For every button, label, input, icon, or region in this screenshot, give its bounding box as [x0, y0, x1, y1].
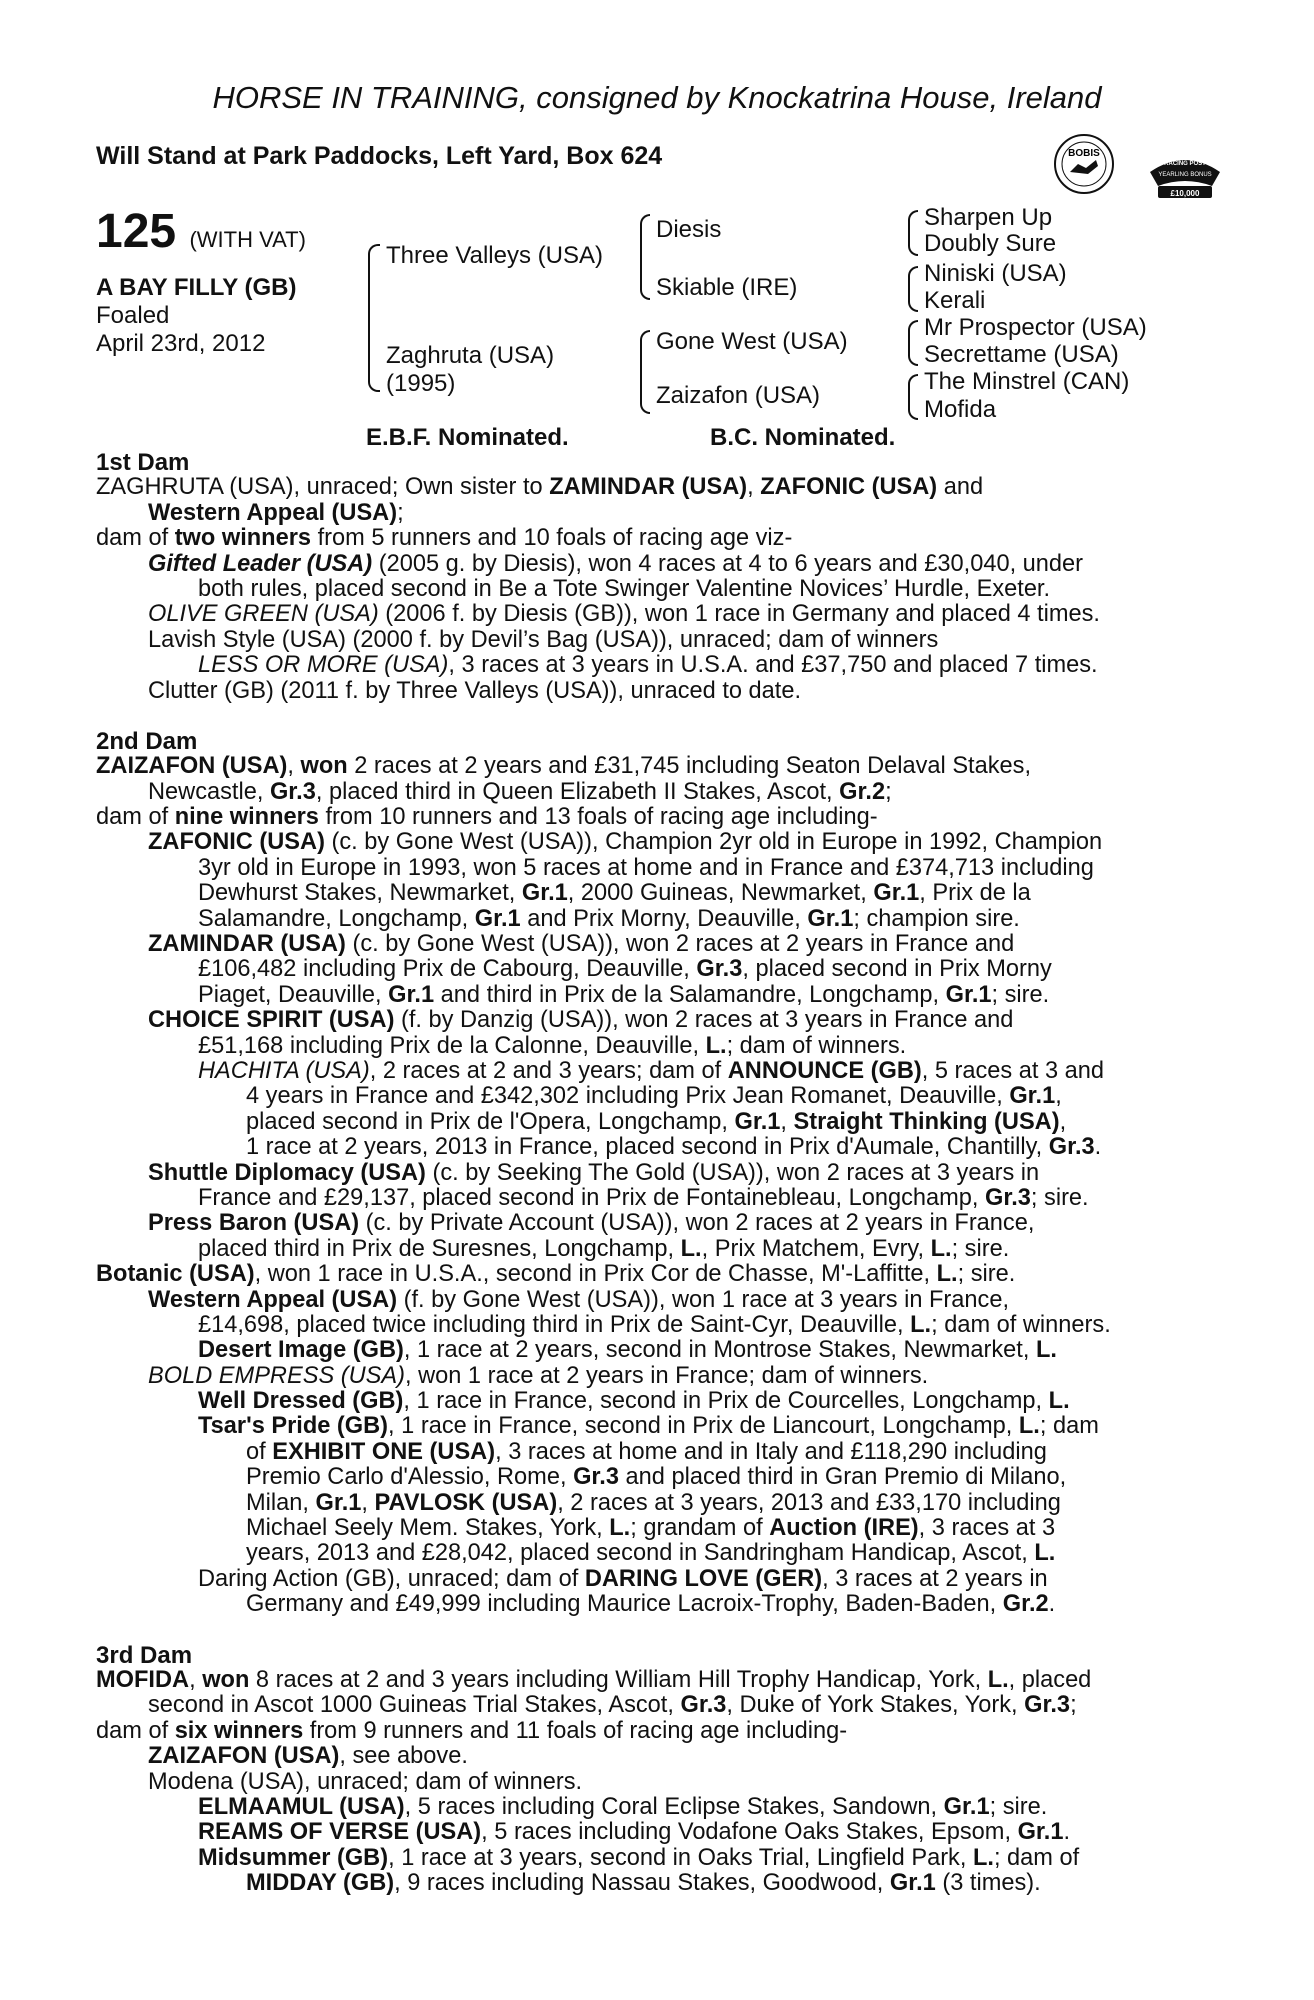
bobis-logo — [1052, 132, 1116, 196]
pedigree-bracket-ggs-3 — [908, 320, 918, 366]
stand-location: Will Stand at Park Paddocks, Left Yard, Box 624 — [96, 142, 663, 170]
dam1-line: Western Appeal (USA); — [148, 499, 404, 526]
dam2-line: placed second in Prix de l'Opera, Longchamp, Gr.1, Straight Thinking (USA), — [246, 1108, 1067, 1135]
foaled-label: Foaled — [96, 302, 170, 329]
pedigree-ggs-2: Doubly Sure — [924, 230, 1057, 257]
dam3-line: ZAIZAFON (USA), see above. — [148, 1743, 468, 1770]
dam2-line: ZAMINDAR (USA) (c. by Gone West (USA)), won 2 races at 2 years in France and — [148, 931, 1015, 958]
foaled-date: April 23rd, 2012 — [96, 330, 266, 357]
dam1-line: OLIVE GREEN (USA) (2006 f. by Diesis (GB)), won 1 race in Germany and placed 4 times. — [148, 601, 1100, 628]
pedigree-grandsire-1: Diesis — [656, 216, 722, 243]
dam1-line: Gifted Leader (USA) (2005 g. by Diesis), won 4 races at 4 to 6 years and £30,040, under — [148, 550, 1084, 577]
dam3-line: REAMS OF VERSE (USA), 5 races including Vodafone Oaks Stakes, Epsom, Gr.1. — [198, 1819, 1071, 1846]
pedigree-ggs-1: Sharpen Up — [924, 204, 1053, 231]
dam2-line: Salamandre, Longchamp, Gr.1 and Prix Morny, Deauville, Gr.1; champion sire. — [198, 905, 1020, 932]
dam2-line: Piaget, Deauville, Gr.1 and third in Prix de la Salamandre, Longchamp, Gr.1; sire. — [198, 981, 1050, 1008]
dam2-heading: 2nd Dam — [96, 727, 198, 755]
dam2-line: Germany and £49,999 including Maurice Lacroix-Trophy, Baden-Baden, Gr.2. — [246, 1591, 1056, 1618]
dam2-line: Michael Seely Mem. Stakes, York, L.; grandam of Auction (IRE), 3 races at 3 — [246, 1515, 1056, 1542]
pedigree-bracket-dam — [640, 330, 650, 414]
page-title: HORSE IN TRAINING, consigned by Knockatrina House, Ireland — [212, 80, 1102, 115]
pedigree-grandsire-2: Skiable (IRE) — [656, 274, 798, 301]
dam2-line: Press Baron (USA) (c. by Private Account (USA)), won 2 races at 2 years in France, — [148, 1210, 1035, 1237]
dam2-line: Well Dressed (GB), 1 race in France, second in Prix de Courcelles, Longchamp, L. — [198, 1388, 1070, 1415]
dam2-line: Daring Action (GB), unraced; dam of DARING LOVE (GER), 3 races at 2 years in — [198, 1565, 1048, 1592]
dam2-line: ZAIZAFON (USA), won 2 races at 2 years and £31,745 including Seaton Delaval Stakes, — [96, 753, 1031, 780]
dam2-line: CHOICE SPIRIT (USA) (f. by Danzig (USA)), won 2 races at 3 years in France and — [148, 1007, 1014, 1034]
pedigree-ggs-3: Niniski (USA) — [924, 260, 1067, 287]
racing-post-bonus-logo — [1146, 146, 1224, 202]
dam2-line: Milan, Gr.1, PAVLOSK (USA), 2 races at 3 years, 2013 and £33,170 including — [246, 1489, 1061, 1516]
dam1-line: Clutter (GB) (2011 f. by Three Valleys (USA)), unraced to date. — [148, 677, 802, 704]
rp-mid-text: YEARLING BONUS — [1158, 172, 1212, 178]
dam3-heading: 3rd Dam — [96, 1641, 193, 1669]
pedigree-sire: Three Valleys (USA) — [386, 242, 603, 269]
dam2-line: £51,168 including Prix de la Calonne, Deauville, L.; dam of winners. — [198, 1032, 907, 1059]
pedigree-ggs-8: Mofida — [924, 396, 997, 423]
dam2-line: ZAFONIC (USA) (c. by Gone West (USA)), Champion 2yr old in Europe in 1992, Champion — [148, 829, 1103, 856]
dam2-line: Newcastle, Gr.3, placed third in Queen Elizabeth II Stakes, Ascot, Gr.2; — [148, 778, 892, 805]
dam2-line: Shuttle Diplomacy (USA) (c. by Seeking The Gold (USA)), won 2 races at 3 years in — [148, 1159, 1040, 1186]
dam1-line: both rules, placed second in Be a Tote Swinger Valentine Novices’ Hurdle, Exeter. — [198, 575, 1051, 602]
dam2-line: Botanic (USA), won 1 race in U.S.A., second in Prix Cor de Chasse, M'-Laffitte, L.; sire. — [96, 1261, 1016, 1288]
lot-number-value: 125 — [96, 205, 177, 258]
pedigree-dam: Zaghruta (USA) — [386, 342, 555, 369]
pedigree-ggs-4: Kerali — [924, 287, 986, 314]
dam3-line: ELMAAMUL (USA), 5 races including Coral Eclipse Stakes, Sandown, Gr.1; sire. — [198, 1793, 1048, 1820]
dam1-line: ZAGHRUTA (USA), unraced; Own sister to ZAMINDAR (USA), ZAFONIC (USA) and — [96, 474, 984, 501]
dam2-line: £106,482 including Prix de Cabourg, Deauville, Gr.3, placed second in Prix Morny — [198, 956, 1052, 983]
dam1-line: LESS OR MORE (USA), 3 races at 3 years in U.S.A. and £37,750 and placed 7 times. — [198, 652, 1098, 679]
dam2-line: France and £29,137, placed second in Prix de Fontainebleau, Longchamp, Gr.3; sire. — [198, 1184, 1089, 1211]
dam2-line: 1 race at 2 years, 2013 in France, placed second in Prix d'Aumale, Chantilly, Gr.3. — [246, 1134, 1102, 1161]
dam3-line: Midsummer (GB), 1 race at 3 years, second in Oaks Trial, Lingfield Park, L.; dam of — [198, 1844, 1080, 1871]
dam1-line: dam of two winners from 5 runners and 10 foals of racing age viz- — [96, 525, 793, 552]
pedigree-bracket-ggs-1 — [908, 210, 918, 256]
dam2-line: Premio Carlo d'Alessio, Rome, Gr.3 and placed third in Gran Premio di Milano, — [246, 1464, 1067, 1491]
dam3-line: MOFIDA, won 8 races at 2 and 3 years including William Hill Trophy Handicap, York, L., placed — [96, 1666, 1092, 1693]
dam2-line: Dewhurst Stakes, Newmarket, Gr.1, 2000 Guineas, Newmarket, Gr.1, Prix de la — [198, 880, 1031, 907]
rp-top-text: RACING POST — [1164, 161, 1206, 167]
dam2-line: Tsar's Pride (GB), 1 race in France, second in Prix de Liancourt, Longchamp, L.; dam — [198, 1413, 1099, 1440]
dam3-line: MIDDAY (GB), 9 races including Nassau Stakes, Goodwood, Gr.1 (3 times). — [246, 1870, 1041, 1897]
dam2-line: years, 2013 and £28,042, placed second in Sandringham Handicap, Ascot, L. — [246, 1540, 1056, 1567]
bobis-logo-text: BOBIS — [1068, 148, 1100, 159]
dam3-line: Modena (USA), unraced; dam of winners. — [148, 1768, 583, 1795]
dam2-line: Desert Image (GB), 1 race at 2 years, second in Montrose Stakes, Newmarket, L. — [198, 1337, 1057, 1364]
pedigree-grandsire-3: Gone West (USA) — [656, 328, 848, 355]
dam2-line: dam of nine winners from 10 runners and 13 foals of racing age including- — [96, 804, 878, 831]
catalogue-text — [96, 450, 1202, 1896]
dam2-line: £14,698, placed twice including third in Prix de Saint-Cyr, Deauville, L.; dam of winners. — [198, 1311, 1111, 1338]
dam2-line: 4 years in France and £342,302 including Prix Jean Romanet, Deauville, Gr.1, — [246, 1083, 1062, 1110]
pedigree-grandsire-4: Zaizafon (USA) — [656, 382, 821, 409]
pedigree-ggs-5: Mr Prospector (USA) — [924, 314, 1147, 341]
rp-amount-text: £10,000 — [1170, 189, 1200, 198]
dam2-line: of EXHIBIT ONE (USA), 3 races at home and in Italy and £118,290 including — [246, 1438, 1047, 1465]
dam2-line: 3yr old in Europe in 1993, won 5 races at home and in France and £374,713 including — [198, 854, 1094, 881]
dam1-heading: 1st Dam — [96, 449, 190, 476]
horse-description: A BAY FILLY (GB) — [96, 274, 297, 301]
dam2-line: HACHITA (USA), 2 races at 2 and 3 years; dam of ANNOUNCE (GB), 5 races at 3 and — [198, 1057, 1105, 1084]
dam2-line: BOLD EMPRESS (USA), won 1 race at 2 years in France; dam of winners. — [148, 1362, 929, 1389]
pedigree-bracket-main — [368, 244, 380, 392]
pedigree-bracket-ggs-4 — [908, 374, 918, 420]
dam3-line: dam of six winners from 9 runners and 11 foals of racing age including- — [96, 1717, 848, 1744]
bc-nominated: B.C. Nominated. — [710, 424, 896, 451]
dam2-line: Western Appeal (USA) (f. by Gone West (USA)), won 1 race at 3 years in France, — [148, 1286, 1010, 1313]
pedigree-bracket-sire — [640, 214, 650, 300]
dam3-line: second in Ascot 1000 Guineas Trial Stakes, Ascot, Gr.3, Duke of York Stakes, York, Gr.3; — [148, 1692, 1077, 1719]
pedigree-bracket-ggs-2 — [908, 266, 918, 312]
pedigree-ggs-7: The Minstrel (CAN) — [924, 368, 1130, 395]
vat-label: (WITH VAT) — [189, 227, 306, 252]
pedigree-ggs-6: Secrettame (USA) — [924, 341, 1119, 368]
ebf-nominated: E.B.F. Nominated. — [366, 424, 569, 451]
dam2-line: placed third in Prix de Suresnes, Longchamp, L., Prix Matchem, Evry, L.; sire. — [198, 1235, 1010, 1262]
pedigree-dam-year: (1995) — [386, 370, 456, 397]
dam1-line: Lavish Style (USA) (2000 f. by Devil’s Bag (USA)), unraced; dam of winners — [148, 626, 939, 653]
lot-number — [96, 205, 306, 264]
